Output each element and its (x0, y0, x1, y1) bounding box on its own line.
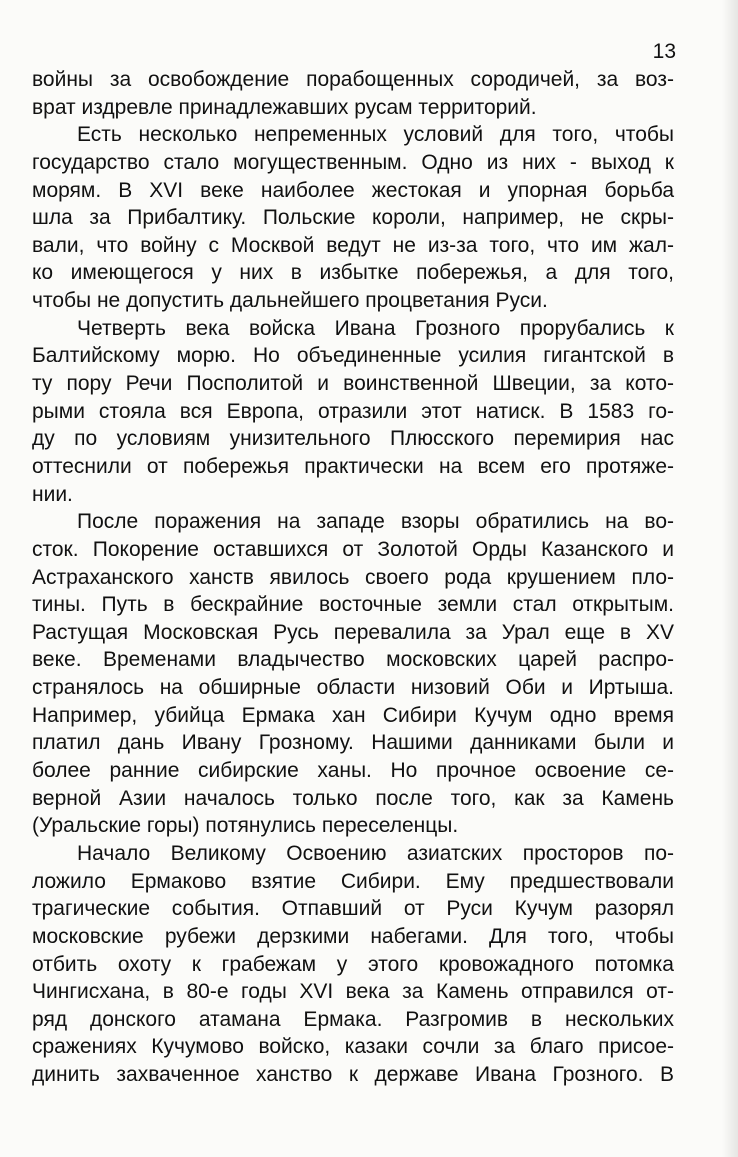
paragraph (32, 315, 674, 508)
text-line: оттеснили от побережья практически на всем его протяже- (32, 454, 674, 478)
text-line: Растущая Московская Русь перевалила за Урал еще в XV (32, 620, 674, 644)
paragraph (32, 66, 674, 121)
text-line: верной Азии началось только после того, как за Камень (32, 786, 674, 810)
text-line: ложило Ермаково взятие Сибири. Ему предшествовали (32, 869, 674, 893)
text-line: Например, убийца Ермака хан Сибири Кучум одно время (32, 703, 674, 727)
text-line: Начало Великому Освоению азиатских просторов по- (77, 841, 674, 865)
paragraph (32, 121, 674, 314)
text-line: Балтийскому морю. Но объединенные усилия гигантской в (32, 344, 674, 368)
text-line: странялось на обширные области низовий Оби и Иртыша. (32, 676, 674, 700)
text-line: Чингисхана, в 80-е годы XVI века за Камень отправился от- (32, 980, 674, 1004)
text-line: войны за освобождение порабощенных сородичей, за воз- (32, 68, 674, 91)
text-line: платил дань Ивану Грозному. Нашими данниками были и (32, 731, 674, 755)
text-line: тины. Путь в бескрайние восточные земли стал открытым. (32, 593, 674, 617)
text-line: (Уральские горы) потянулись переселенцы. (32, 814, 459, 838)
text-line: более ранние сибирские ханы. Но прочное освоение се- (32, 759, 674, 783)
text-line: трагические события. Отпавший от Руси Кучум разорял (32, 897, 674, 921)
page-edge-shadow (722, 0, 738, 1157)
paragraph (32, 508, 674, 840)
text-line: ту пору Речи Посполитой и воинственной Швеции, за кото- (32, 372, 674, 396)
text-line: рыми стояла вся Европа, отразили этот натиск. В 1583 го- (32, 399, 674, 423)
text-line: государство стало могущественным. Одно из них - выход к (32, 150, 674, 174)
text-line: врат издревле принадлежавших русам территорий. (32, 95, 537, 119)
text-line: чтобы не допустить дальнейшего процветания Руси. (32, 289, 548, 313)
text-line: отбить охоту к грабежам у этого кровожадного потомка (32, 952, 674, 976)
page-number: 13 (652, 40, 676, 63)
text-line: ду по условиям унизительного Плюсского перемирия нас (32, 427, 674, 451)
text-line: Астраханского ханств явилось своего рода крушением пло- (32, 565, 674, 589)
text-line: Четверть века войска Ивана Грозного прорубались к (77, 316, 674, 340)
paragraph (32, 840, 674, 1089)
text-line: веке. Временами владычество московских царей распро- (32, 648, 674, 672)
body-text (32, 66, 674, 1089)
text-line: морям. В XVI веке наиболее жестокая и упорная борьба (32, 178, 674, 202)
text-line: нии. (32, 482, 73, 506)
text-line: сток. Покорение оставшихся от Золотой Орды Казанского и (32, 537, 674, 561)
text-line: Есть несколько непременных условий для того, чтобы (77, 123, 674, 147)
text-line: ко имеющегося у них в избытке побережья, а для того, (32, 261, 674, 285)
text-line: вали, что войну с Москвой ведут не из-за того, что им жал- (32, 233, 674, 257)
text-line: динить захваченное ханство к державе Ивана Грозного. В (32, 1063, 674, 1087)
text-line: сражениях Кучумово войско, казаки сочли за благо присое- (32, 1035, 674, 1059)
text-line: шла за Прибалтику. Польские короли, например, не скры- (32, 206, 674, 230)
text-line: московские рубежи дерзкими набегами. Для того, чтобы (32, 924, 674, 948)
text-line: После поражения на западе взоры обратились на во- (77, 510, 674, 534)
text-line: ряд донского атамана Ермака. Разгромив в нескольких (32, 1007, 674, 1031)
